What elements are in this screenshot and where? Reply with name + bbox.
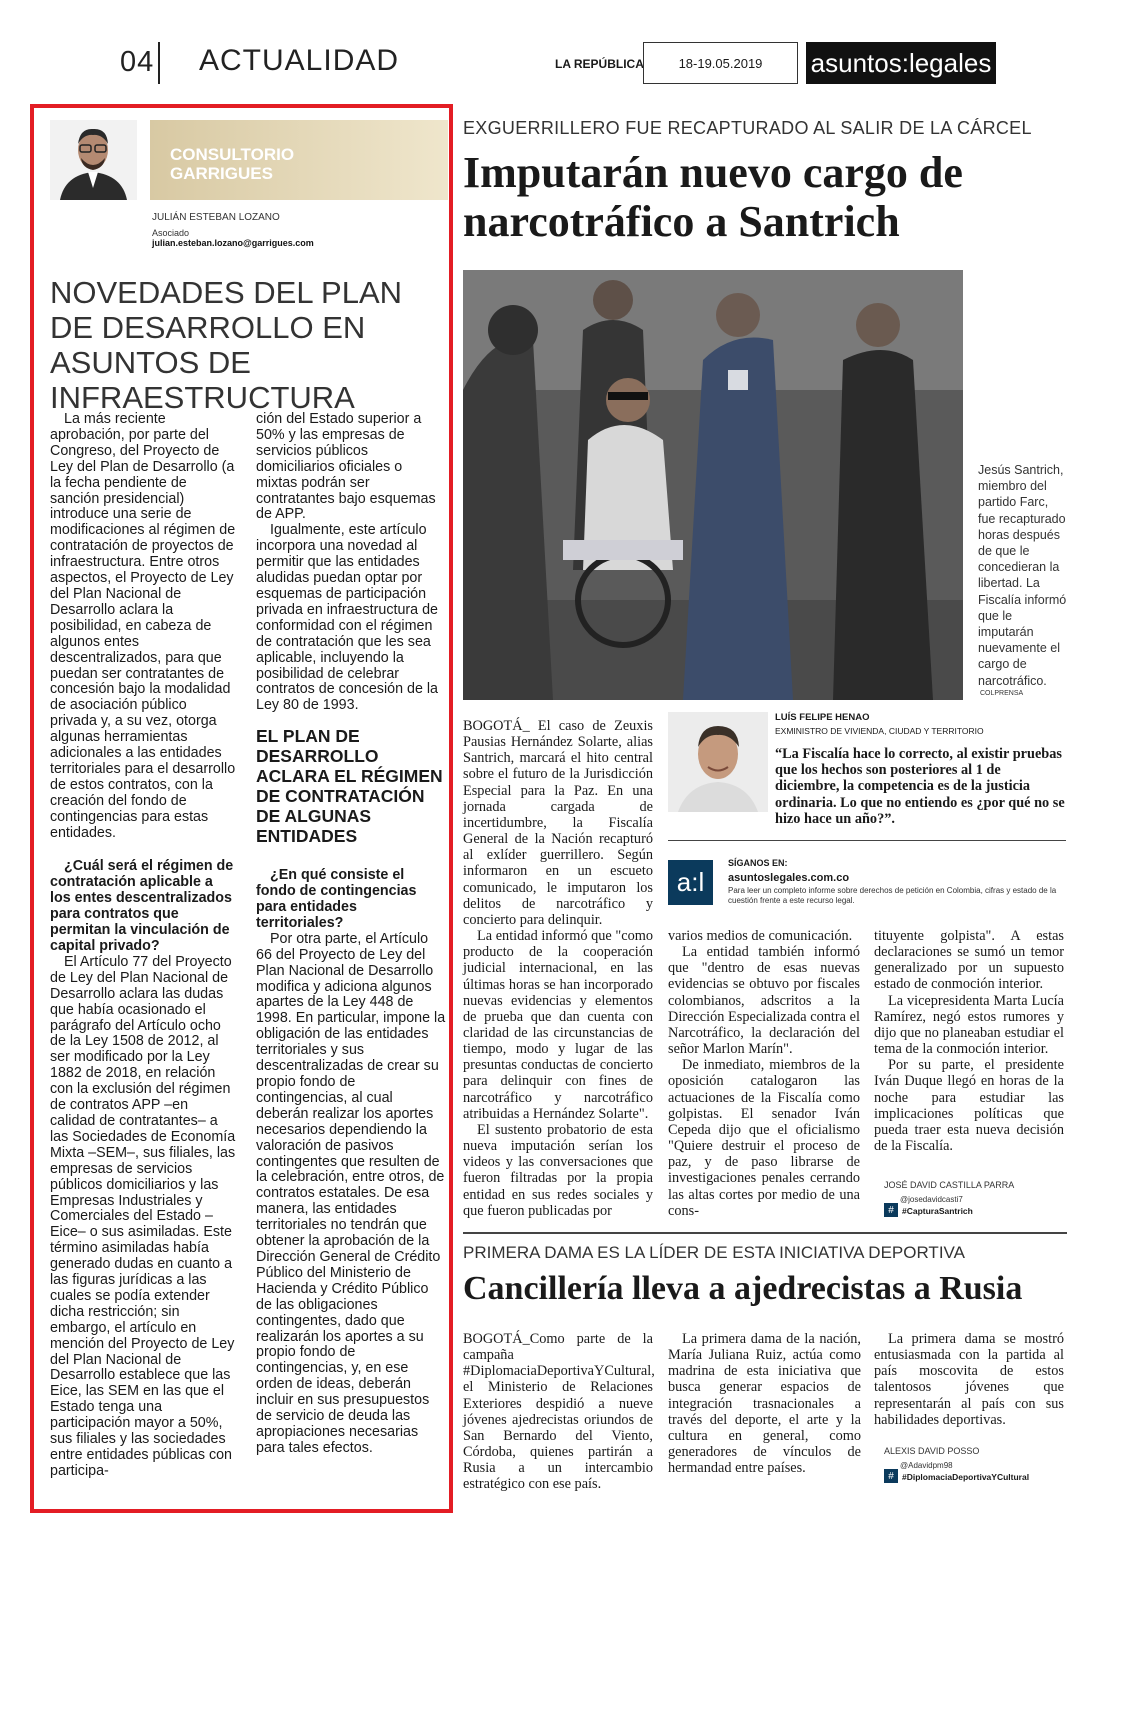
article-byline: JOSÉ DAVID CASTILLA PARRA	[884, 1180, 1015, 1190]
paragraph: El Artículo 77 del Proyecto de Ley del Plan Nacional de Desarrollo aclara las dudas que había ocasionado el parágrafo del Artículo ocho de la Ley 1508 de 2012, al ser modificado por la Ley 1882 de 2018, en relación con la exclusión del régimen de contratos APP –en calidad de contratantes– a las Sociedades de Economía Mixta –SEM–, sus filiales, las empresas de servicios públicos domiciliarios y las Empresas Industriales y Comerciales del Estado –Eice– o sus asimiladas. Este término asimiladas había generado dudas en cuanto a las figuras jurídicas a las cuales se podía extender dicha restricción; sin embargo, el artículo en mención del Proyecto de Ley del Plan Nacional de Desarrollo establece que las Eice, las SEM en las que el Estado tenga una participación mayor a 50%, sus filiales y las sociedades entre entidades públicas con participa-	[50, 953, 236, 1479]
article-headline: Cancillería lleva a ajedrecistas a Rusia	[463, 1270, 1023, 1307]
quote-text: “La Fiscalía hace lo correcto, al existir pruebas que los hechos son posteriores al 1 de diciembre, la competencia es de la justicia ordinaria. Lo que no entiendo es ¿por qué no se hizo hace un año?”.	[775, 746, 1065, 827]
subheading-question: ¿En qué consiste el fondo de contingencias para entidades territoriales?	[256, 867, 417, 931]
paragraph: La primera dama se mostró entusiasmada con la partida al país moscovita de estos talentosos jóvenes que representarán al país con sus habilidades deportivas.	[874, 1331, 1064, 1428]
pull-quote: EL PLAN DE DESARROLLO ACLARA EL RÉGIMEN DE CONTRATACIÓN DE ALGUNAS ENTIDADES	[256, 726, 443, 847]
paragraph: varios medios de comunicación.	[668, 928, 853, 944]
paragraph: La vicepresidenta Marta Lucía Ramírez, negó estos rumores y dijo que no planeaban estudiar el tema de la conmoción interior.	[874, 992, 1064, 1058]
subheading-question: ¿Cuál será el régimen de contratación aplicable a los entes descentralizados para contratos que permitan la vinculación de capital privado?	[50, 858, 234, 954]
column-label: CONSULTORIO GARRIGUES	[170, 145, 295, 183]
author-name: JULIÁN ESTEBAN LOZANO	[152, 212, 280, 223]
article-text-col2	[668, 928, 860, 1219]
photo-caption: Jesús Santrich, miembro del partido Farc, fue recapturado horas después de que le concedieran la libertad. La Fiscalía informó que le imputarán nuevamente el cargo de narcotráfico.	[978, 463, 1067, 688]
masthead-divider	[158, 42, 160, 84]
article-hashtag[interactable]: #DiplomaciaDeportivaYCultural	[902, 1472, 1030, 1482]
author-handle[interactable]: @josedavidcasti7	[900, 1195, 963, 1204]
paragraph: El sustento probatorio de esta nueva imputación serían los videos y las conversaciones que fueron filtradas por la propia entidad en sus redes sociales y que fueron publicadas por	[463, 1121, 653, 1219]
article-hashtag[interactable]: #CapturaSantrich	[902, 1206, 973, 1216]
paragraph: BOGOTÁ_Como parte de la campaña #DiplomaciaDeportivaYCultural, el Ministerio de Relaciones Exteriores despidió a nueve jóvenes ajedrecistas oriundos de San Bernardo del Viento, Córdoba, quienes partirán a Rusia a un intercambio estratégico con ese país.	[463, 1331, 655, 1493]
paragraph: BOGOTÁ_ El caso de Zeuxis Pausias Hernández Solarte, alias Santrich, marcará el hito central sobre el futuro de la Jurisdicción Especial para la Paz. En una jornada cargada de incertidumbre, la Fiscalía General de la Nación recapturó al exlíder guerrillero. Según informaron en un escueto comunicado, le imputaron los delitos de narcotráfico y concierto para delinquir.	[463, 718, 653, 928]
author-handle[interactable]: @Adavidpm98	[900, 1461, 953, 1470]
article-kicker: EXGUERRILLERO FUE RECAPTURADO AL SALIR DE LA CÁRCEL	[463, 118, 1032, 138]
brand-name: LA REPÚBLICA	[555, 57, 644, 71]
paragraph: La entidad también informó que "dentro de esas nuevas evidencias se obtuvo por fiscales colombianos, adscritos a la Dirección Especializada contra el Narcotráfico, la declaración del señor Marlon Marín".	[668, 944, 860, 1058]
article-text-col2	[668, 1331, 861, 1476]
hashtag-icon: #	[884, 1469, 898, 1483]
author-portrait	[50, 120, 137, 200]
paragraph: ción del Estado superior a 50% y las empresas de servicios públicos domiciliarios oficiales o mixtas podrán ser contratantes bajo esquemas de APP.	[256, 411, 436, 523]
paragraph: La más reciente aprobación, por parte del Congreso, del Proyecto de Ley del Plan de Desarrollo (a la fecha pendiente de sanción presidencial) introduce una serie de modificaciones al régimen de contratación de proyectos de infraestructura. Entre otros aspectos, el Proyecto de Ley del Plan Nacional de Desarrollo aclara la posibilidad, en cabeza de algunos entes descentralizados, para que puedan ser contratantes de concesión bajo la modalidad de asociación público privada y, a su vez, otorga algunas herramientas adicionales a las entidades territoriales para el desarrollo de estos contratos, con la creación del fondo de contingencias para estas entidades.	[50, 411, 236, 841]
article-byline: ALEXIS DAVID POSSO	[884, 1446, 980, 1456]
column-headline: NOVEDADES DEL PLAN DE DESARROLLO EN ASUNTOS DE INFRAESTRUCTURA	[50, 275, 403, 415]
hashtag-icon: #	[884, 1203, 898, 1217]
article-text-col3	[874, 1331, 1064, 1428]
follow-site-link[interactable]: asuntoslegales.com.co	[728, 872, 850, 884]
column-text-col2	[256, 412, 446, 1457]
asuntos-legales-icon: a:l	[668, 860, 713, 905]
section-title: ACTUALIDAD	[199, 44, 400, 77]
santrich-arrest-photo	[463, 270, 963, 700]
article-kicker: PRIMERA DAMA ES LA LÍDER DE ESTA INICIATIVA DEPORTIVA	[463, 1243, 965, 1262]
article-separator	[463, 1232, 1067, 1234]
asuntos-legales-logo: asuntos:legales	[806, 42, 996, 84]
issue-date: 18-19.05.2019	[643, 42, 798, 84]
paragraph: De inmediato, miembros de la oposición catalogaron las actuaciones de la Fiscalía como golpistas. El senador Iván Cepeda dijo que el oficialismo "Quiere destruir el proceso de paz, y de paso librarse de investigaciones penales cerrando las altas cortes por medio de una cons-	[668, 1057, 860, 1219]
article-text-col3	[874, 928, 1064, 1154]
quote-portrait	[668, 712, 768, 812]
photo-credit: COLPRENSA	[980, 690, 1024, 697]
follow-divider	[668, 840, 1066, 841]
quote-role: EXMINISTRO DE VIVIENDA, CIUDAD Y TERRITORIO	[775, 726, 984, 736]
author-role: Asociado	[152, 228, 190, 238]
page-number: 04	[120, 46, 155, 78]
paragraph: La primera dama de la nación, María Juliana Ruiz, actúa como madrina de esta iniciativa que busca generar espacios de integración trasnacionales a través del deporte, el arte y la cultura en general, como generadores de vínculos de hermandad entre países.	[668, 1331, 861, 1477]
article-headline: Imputarán nuevo cargo de narcotráfico a Santrich	[463, 148, 963, 246]
author-email[interactable]: julian.esteban.lozano@garrigues.com	[152, 238, 314, 248]
column-text-col1	[50, 412, 236, 1480]
follow-description: Para leer un completo informe sobre derechos de petición en Colombia, cifras y estado de la cuestión frente a este recurso legal.	[728, 886, 1057, 905]
paragraph: Por su parte, el presidente Iván Duque llegó en horas de la noche para estudiar las implicaciones políticas que pueda traer esta nueva decisión de la Fiscalía.	[874, 1057, 1064, 1155]
article-text-col1	[463, 1331, 653, 1493]
article-text-col1	[463, 718, 653, 1219]
paragraph: Igualmente, este artículo incorpora una novedad al permitir que las entidades aludidas puedan optar por esquemas de participación privada en infraestructura de conformidad con el régimen de contratación que les sea aplicable, incluyendo la posibilidad de celebrar contratos de concesión de la Ley 80 de 1993.	[256, 522, 439, 714]
paragraph: La entidad informó que "como producto de la cooperación judicial internacional, en las últimas horas se han incorporado nuevas evidencias y elementos de prueba que dan cuenta con claridad de las circunstancias de tiempo, modo y lugar de las presuntas conductas de concierto para delinquir con fines de narcotráfico y narcotráfico atribuidas a Hernández Solarte".	[463, 928, 653, 1122]
follow-label: SÍGANOS EN:	[728, 858, 788, 868]
paragraph: tituyente golpista". A estas declaraciones se sumó un temor generalizado por un supuesto estado de conmoción interior.	[874, 928, 1064, 993]
paragraph: Por otra parte, el Artículo 66 del Proyecto de Ley del Plan Nacional de Desarrollo modifica y adiciona algunos apartes de la Ley 448 de 1998. En particular, impone la obligación de las entidades territoriales y sus descentralizadas de crear su propio fondo de contingencias, al cual deberán realizar los aportes necesarios dependiendo la valoración de pasivos contingentes que resulten de la celebración, entre otros, de contratos estatales. De esa manera, las entidades territoriales no tendrán que obtener la aprobación de la Dirección General de Crédito Público del Ministerio de Hacienda y Crédito Público de las obligaciones contingentes, dado que realizarán los aportes a su propio fondo de contingencias, y, en ese orden de ideas, deberán incluir en sus presupuestos de servicio de deuda las apropiaciones necesarias para tales efectos.	[256, 930, 446, 1456]
quote-name: LUÍS FELIPE HENAO	[775, 712, 870, 723]
